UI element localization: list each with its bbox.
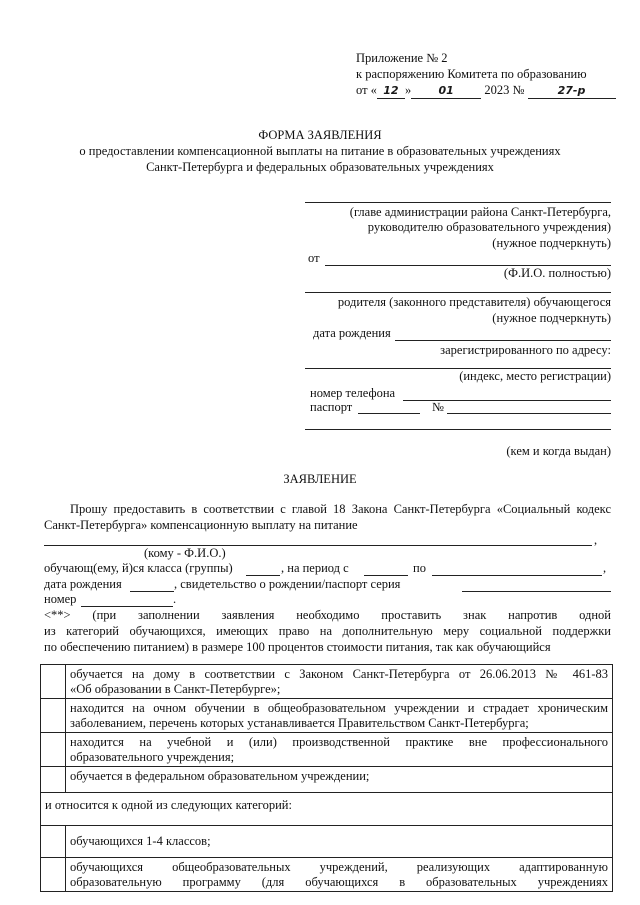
phone-label: номер телефона (310, 386, 396, 400)
addressee-note-1: (главе администрации района Санкт-Петербурга, (349, 205, 611, 219)
category-1-line-2: «Об образовании в Санкт-Петербурге»; (70, 682, 281, 696)
category-text (66, 699, 613, 733)
form-title: ФОРМА ЗАЯВЛЕНИЯ (258, 128, 382, 142)
studying-prefix: обучающ(ему, й)ся класса (группы) (44, 561, 233, 575)
subcategory-2-line-1: обучающихся общеобразовательных учреждений, реализующих адаптированную (70, 860, 608, 874)
category-checkbox[interactable] (41, 699, 66, 733)
categories-table (40, 664, 613, 892)
subcategory-text (66, 858, 613, 892)
underline-note-1: (нужное подчеркнуть) (492, 236, 611, 250)
certificate-series-line (462, 591, 611, 592)
statement-title: ЗАЯВЛЕНИЕ (283, 472, 357, 486)
appendix-month: 01 (438, 84, 454, 97)
category-row (41, 699, 613, 733)
passport-label: паспорт (310, 400, 353, 414)
category-row (41, 665, 613, 699)
subcategory-row (41, 858, 613, 892)
also-label-cell (41, 793, 613, 826)
fio-line-2 (305, 292, 611, 293)
category-3-line-2: образовательного учреждения; (70, 750, 235, 764)
appendix-from-prefix: от « (356, 83, 377, 97)
registered-label: зарегистрированного по адресу: (440, 343, 611, 357)
passport-no-label: № (432, 400, 444, 414)
from-label: от (308, 251, 320, 265)
period-to-line (432, 575, 602, 576)
appendix-order: к распоряжению Комитета по образованию (356, 67, 587, 81)
subcategory-2-line-2: образовательную программу (для обучающихся в образовательных учреждениях (70, 875, 608, 889)
period-comma: , (603, 561, 607, 575)
also-row (41, 793, 613, 826)
class-line (246, 575, 280, 576)
category-1-line-1: обучается на дому в соответствии с Законом Санкт-Петербурга от 26.06.2013 № 461-83 (70, 667, 608, 681)
addressee-line (305, 202, 611, 203)
passport-series-line (358, 413, 420, 414)
category-row (41, 767, 613, 793)
also-label: и относится к одной из следующих категорий: (45, 798, 292, 812)
note-line-3: по обеспечению питанием) в размере 100 процентов стоимости питания, так как обучающийся (44, 640, 551, 654)
category-3-line-1: находится на учебной и (или) производственной практике вне профессионального (70, 735, 608, 749)
number-dot: . (173, 592, 177, 606)
subcategory-checkbox[interactable] (41, 826, 66, 858)
issued-line (305, 429, 611, 430)
parent-note: родителя (законного представителя) обучающегося (337, 295, 611, 309)
appendix-number-field (528, 83, 616, 99)
form-subtitle-2: Санкт-Петербурга и федеральных образовательных учреждениях (146, 160, 494, 174)
form-subtitle-1: о предоставлении компенсационной выплаты на питание в образовательных учреждениях (79, 144, 561, 158)
period-label: , на период с (281, 561, 349, 575)
category-text (66, 665, 613, 699)
appendix-day-close: » (404, 83, 412, 97)
index-note: (индекс, место регистрации) (459, 369, 611, 383)
appendix-day: 12 (383, 84, 399, 97)
underline-note-2: (нужное подчеркнуть) (492, 311, 611, 325)
subcategory-row (41, 826, 613, 858)
subcategory-1-line-1: обучающихся 1-4 классов; (70, 834, 211, 848)
statement-birth-line (130, 591, 174, 592)
fio-note: (Ф.И.О. полностью) (503, 266, 611, 280)
appendix-date-line (356, 83, 606, 101)
note-line-2: из категорий обучающихся, имеющих право на дополнительную меру социальной поддержки (44, 624, 611, 638)
category-checkbox[interactable] (41, 665, 66, 699)
category-4-line-1: обучается в федеральном образовательном учреждении; (70, 769, 370, 783)
appendix-number: 27-р (557, 84, 586, 97)
period-to-label: по (413, 561, 426, 575)
addressee-note-2: руководителю образовательного учреждения) (367, 220, 611, 234)
appendix-year: 2023 № (484, 83, 525, 97)
appendix-day-field (377, 83, 405, 99)
subcategory-checkbox[interactable] (41, 858, 66, 892)
certificate-label: , свидетельство о рождении/паспорт серия (174, 577, 401, 591)
appendix-month-field (411, 83, 481, 99)
statement-birth-label: дата рождения (44, 577, 122, 591)
category-text (66, 733, 613, 767)
recipient-comma: , (594, 533, 598, 547)
passport-number-line (447, 413, 611, 414)
category-row (41, 733, 613, 767)
note-line-1: <**> (при заполнении заявления необходимо проставить знак напротив одной (44, 608, 611, 622)
period-from-line (364, 575, 408, 576)
subcategory-text (66, 826, 613, 858)
header-birth-line (395, 340, 611, 341)
statement-para-line-2: Санкт-Петербурга» компенсационную выплату на питание (44, 518, 358, 532)
appendix-title: Приложение № 2 (356, 51, 448, 65)
category-text (66, 767, 613, 793)
category-2-line-1: находится на очном обучении в общеобразовательном учреждении и страдает хроническим (70, 701, 608, 715)
number-line (81, 606, 173, 607)
header-birth-label: дата рождения (313, 326, 391, 340)
category-checkbox[interactable] (41, 767, 66, 793)
to-whom-note: (кому - Ф.И.О.) (144, 546, 226, 560)
number-label: номер (44, 592, 77, 606)
issued-note: (кем и когда выдан) (506, 444, 611, 458)
category-2-line-2: заболеванием, перечень которых устанавливается Правительством Санкт-Петербурга; (70, 716, 529, 730)
recipient-line (44, 545, 592, 546)
statement-para-line-1: Прошу предоставить в соответствии с главой 18 Закона Санкт-Петербурга «Социальный кодекс (70, 502, 611, 516)
category-checkbox[interactable] (41, 733, 66, 767)
